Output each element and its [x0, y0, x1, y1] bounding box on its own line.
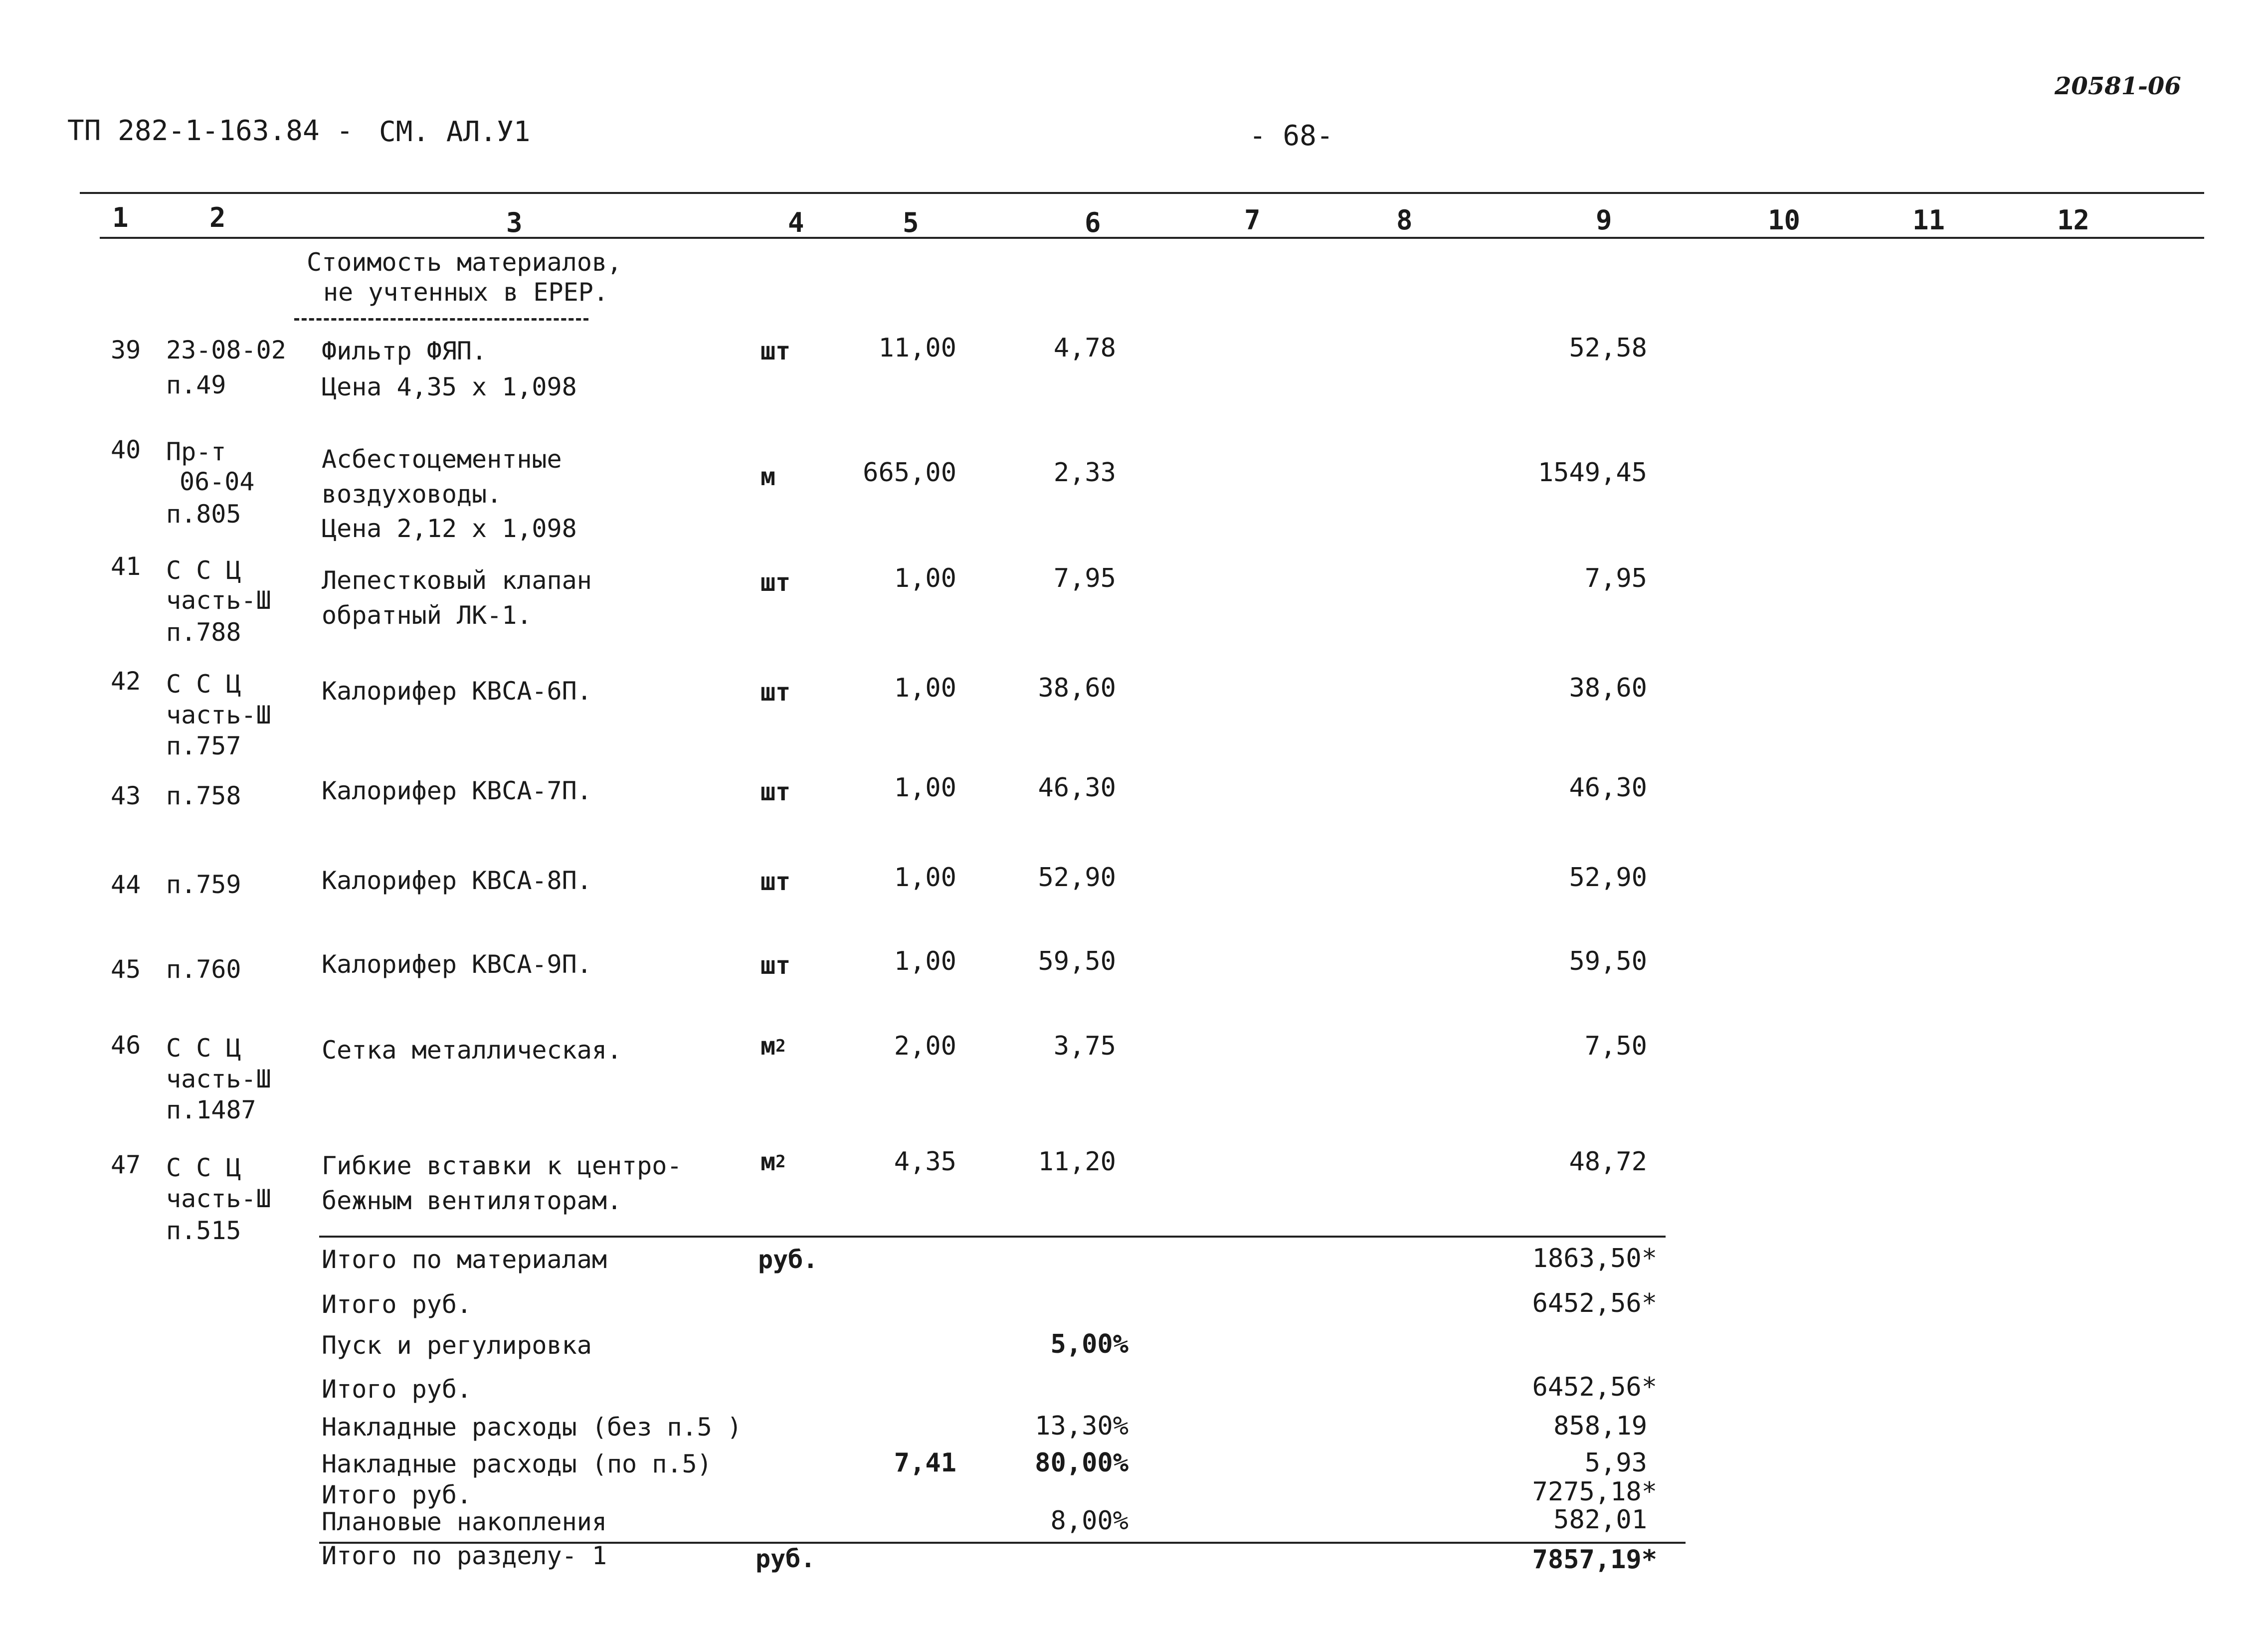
row-code-line: часть-Ш: [166, 1184, 271, 1213]
row-code-line: п.805: [166, 500, 241, 529]
row-name-line: Лепестковый клапан: [322, 566, 592, 595]
row-code-line: С С Ц: [166, 556, 241, 585]
row-name-line: Цена 2,12 х 1,098: [322, 514, 577, 543]
row-total: 7,50: [1584, 1031, 1647, 1061]
section-title-line-2: не учтенных в ЕРЕР.: [323, 278, 608, 307]
row-name-line: Калорифер КВСА-7П.: [322, 776, 592, 805]
header-bottom-rule: [100, 237, 2204, 239]
row-code-line: С С Ц: [166, 1034, 241, 1063]
row-unit-price: 46,30: [1038, 773, 1116, 803]
row-quantity: 4,35: [894, 1147, 956, 1177]
summary-quantity: 7,41: [894, 1448, 956, 1478]
column-number-1: 1: [112, 202, 129, 233]
unit-superscript: 2: [775, 1152, 786, 1172]
row-number: 44: [111, 870, 141, 899]
row-code-line: 06-04: [180, 467, 255, 496]
row-name-line: Калорифер КВСА-6П.: [322, 677, 592, 706]
row-number: 47: [111, 1150, 141, 1179]
row-total: 59,50: [1569, 946, 1647, 976]
row-total: 1549,45: [1537, 458, 1647, 488]
summary-total: 7275,18*: [1532, 1477, 1657, 1507]
column-number-7: 7: [1244, 204, 1261, 236]
summary-top-rule: [319, 1236, 1666, 1238]
summary-percent: 80,00%: [1035, 1448, 1129, 1478]
summary-label: Накладные расходы (без п.5 ): [322, 1413, 742, 1442]
row-name-line: Фильтр ФЯП.: [322, 337, 487, 365]
row-name-line: Цена 4,35 х 1,098: [322, 372, 577, 401]
summary-label: Итого руб.: [322, 1480, 472, 1509]
summary-total: 6452,56*: [1532, 1372, 1657, 1402]
row-quantity: 1,00: [894, 946, 956, 976]
row-number: 42: [111, 667, 141, 696]
row-name-line: бежным вентиляторам.: [322, 1186, 622, 1215]
row-name-line: обратный ЛК-1.: [322, 601, 532, 630]
column-number-2: 2: [209, 202, 226, 233]
row-number: 45: [111, 955, 141, 984]
row-quantity: 11,00: [878, 333, 956, 363]
row-quantity: 2,00: [894, 1031, 956, 1061]
top-rule: [80, 192, 2204, 194]
summary-percent: 13,30%: [1035, 1411, 1129, 1441]
row-total: 7,95: [1584, 563, 1647, 593]
unit-text: м: [760, 1032, 776, 1061]
row-unit-price: 59,50: [1038, 946, 1116, 976]
row-unit-price: 3,75: [1053, 1031, 1116, 1061]
page-number: - 68-: [1249, 120, 1333, 152]
summary-label: Итого по разделу- 1: [322, 1541, 607, 1570]
column-number-8: 8: [1396, 204, 1413, 236]
row-quantity: 1,00: [894, 863, 956, 893]
row-unit-price: 38,60: [1038, 673, 1116, 703]
summary-unit: руб.: [758, 1245, 818, 1274]
row-quantity: 665,00: [863, 458, 956, 488]
row-total: 38,60: [1569, 673, 1647, 703]
summary-label: Итого по материалам: [322, 1245, 607, 1274]
summary-total: 7857,19*: [1532, 1545, 1657, 1575]
summary-label: Пуск и регулировка: [322, 1331, 592, 1360]
section-title-line-1: Стоимость материалов,: [307, 248, 622, 277]
row-unit-price: 7,95: [1053, 563, 1116, 593]
row-code-line: п.757: [166, 731, 241, 760]
column-number-11: 11: [1912, 204, 1945, 236]
row-total: 52,90: [1569, 863, 1647, 893]
archive-stamp: 20581-06: [2055, 72, 2181, 100]
summary-label: Итого руб.: [322, 1290, 472, 1319]
summary-label: Итого руб.: [322, 1375, 472, 1404]
row-unit-price: 2,33: [1053, 458, 1116, 488]
summary-total: 6452,56*: [1532, 1288, 1657, 1318]
row-unit: шт: [760, 678, 791, 707]
row-code-line: п.515: [166, 1216, 241, 1245]
row-code-line: п.788: [166, 618, 241, 647]
row-name-line: Сетка металлическая.: [322, 1036, 622, 1065]
row-code-line: п.1487: [166, 1095, 256, 1124]
row-code-line: Пр-т: [166, 437, 226, 466]
row-unit: [760, 1028, 786, 1064]
row-unit-price: 4,78: [1053, 333, 1116, 363]
unit-superscript: 2: [775, 1036, 786, 1056]
row-number: 46: [111, 1031, 141, 1060]
summary-unit: руб.: [756, 1544, 816, 1573]
row-code-line: п.49: [166, 370, 226, 399]
summary-percent: 5,00%: [1050, 1329, 1129, 1359]
row-code-line: часть-Ш: [166, 1065, 271, 1093]
row-number: 39: [111, 336, 141, 364]
summary-percent: 8,00%: [1050, 1506, 1129, 1536]
row-quantity: 1,00: [894, 773, 956, 803]
row-unit: шт: [760, 337, 791, 365]
row-total: 46,30: [1569, 773, 1647, 803]
summary-total: 858,19: [1553, 1411, 1647, 1441]
unit-text: м: [760, 1147, 776, 1176]
row-code-line: 23-08-02: [166, 336, 286, 364]
row-unit: шт: [760, 568, 791, 597]
summary-total: 1863,50*: [1532, 1244, 1657, 1273]
row-total: 52,58: [1569, 333, 1647, 363]
summary-total: 5,93: [1584, 1448, 1647, 1478]
row-unit-price: 52,90: [1038, 863, 1116, 893]
document-code: ТП 282-1-163.84 -: [67, 115, 354, 147]
row-code-line: п.759: [166, 870, 241, 899]
row-unit: шт: [760, 777, 791, 806]
row-unit-price: 11,20: [1038, 1147, 1116, 1177]
summary-label: Плановые накопления: [322, 1507, 607, 1536]
row-code-line: С С Ц: [166, 1153, 241, 1182]
row-unit: шт: [760, 867, 791, 896]
row-quantity: 1,00: [894, 563, 956, 593]
column-number-10: 10: [1768, 204, 1801, 236]
row-name-line: воздуховоды.: [322, 480, 502, 509]
row-number: 43: [111, 781, 141, 810]
column-number-12: 12: [2057, 204, 2090, 236]
row-unit: [760, 1144, 786, 1180]
row-quantity: 1,00: [894, 673, 956, 703]
row-code-line: С С Ц: [166, 670, 241, 699]
column-number-3: 3: [506, 207, 523, 238]
row-name-line: Калорифер КВСА-9П.: [322, 950, 592, 979]
column-number-5: 5: [903, 207, 919, 238]
column-number-6: 6: [1085, 207, 1101, 238]
sheet-reference: СМ. АЛ.У1: [379, 116, 531, 148]
row-total: 48,72: [1569, 1147, 1647, 1177]
column-number-4: 4: [788, 207, 804, 238]
row-name-line: Асбестоцементные: [322, 445, 562, 474]
row-number: 41: [111, 552, 141, 581]
row-unit: шт: [760, 951, 791, 980]
column-number-9: 9: [1596, 204, 1612, 236]
row-code-line: п.760: [166, 955, 241, 984]
row-code-line: часть-Ш: [166, 586, 271, 615]
summary-label: Накладные расходы (по п.5): [322, 1450, 712, 1478]
row-name-line: Гибкие вставки к центро-: [322, 1151, 682, 1180]
row-unit: м: [760, 462, 776, 491]
row-name-line: Калорифер КВСА-8П.: [322, 866, 592, 895]
section-title-underline: [294, 318, 588, 321]
row-number: 40: [111, 435, 141, 464]
summary-total: 582,01: [1553, 1505, 1647, 1535]
row-code-line: п.758: [166, 781, 241, 810]
row-code-line: часть-Ш: [166, 701, 271, 729]
